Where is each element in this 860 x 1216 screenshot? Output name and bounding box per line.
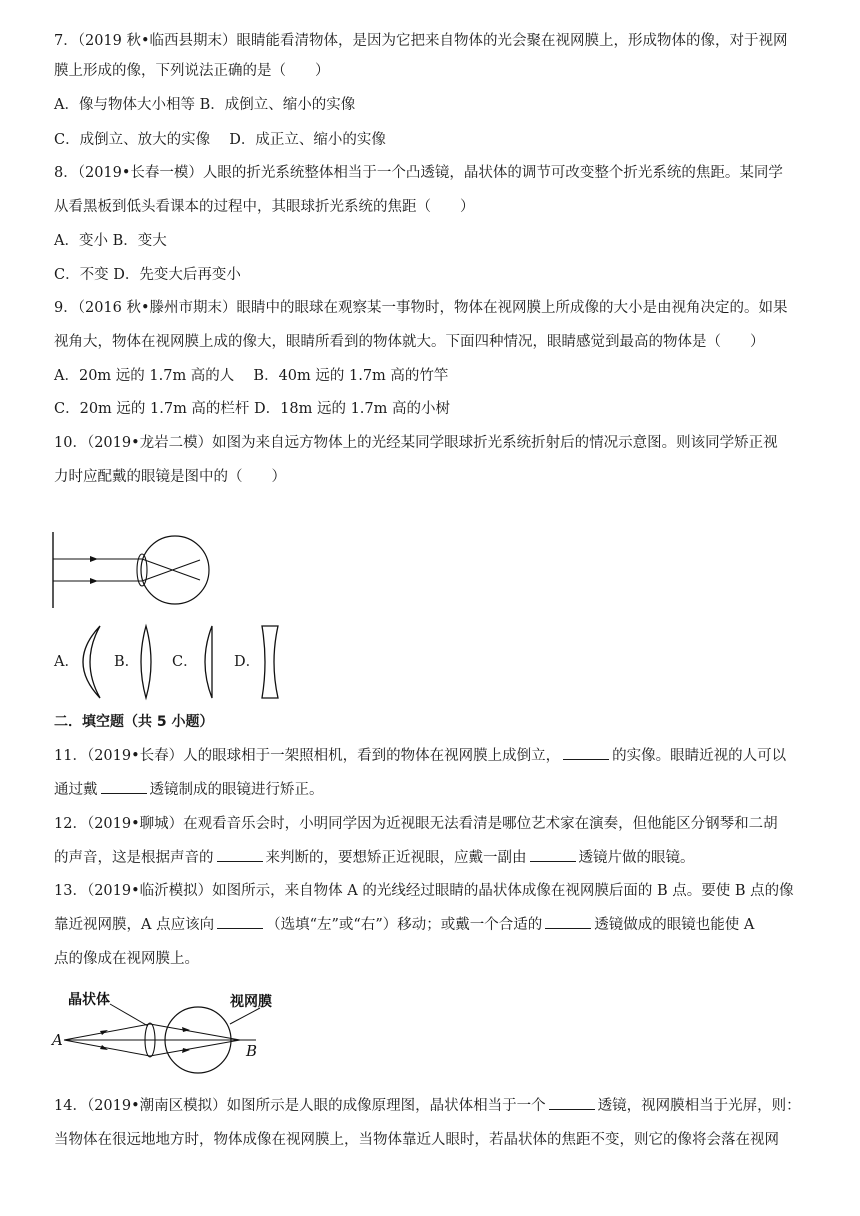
q13-blank-2[interactable]	[545, 914, 591, 929]
q11-line2	[54, 779, 324, 801]
q9-line2: 视角大，物体在视网膜上成的像大，眼睛所看到的物体就大。下面四种情况，眼睛感觉到最高的物体是（ ）	[54, 334, 765, 350]
section-title: 二．填空题（共 5 小题）	[54, 714, 214, 730]
q9-options-cd: C．20m 远的 1.7m 高的栏杆 D．18m 远的 1.7m 高的小树	[54, 401, 451, 417]
q13-line3: 点的像成在视网膜上。	[54, 951, 199, 967]
q14-text-1a: 14．（2019•潮南区模拟）如图所示是人眼的成像原理图，晶状体相当于一个	[54, 1098, 546, 1114]
q14-blank-1[interactable]	[549, 1095, 595, 1110]
refracted-lower	[150, 1040, 240, 1056]
lens-pointer-line	[110, 1004, 148, 1026]
q11-text-2a: 通过戴	[54, 782, 98, 798]
q13-text-2a: 靠近视网膜，A 点应该向	[54, 917, 215, 933]
plano-convex-lens-icon	[200, 624, 220, 700]
q10-line2: 力时应配戴的眼镜是图中的（ ）	[54, 469, 286, 485]
ray-lower	[64, 1040, 150, 1056]
q12-line2	[54, 847, 695, 869]
q12-text-2a: 的声音，这是根据声音的	[54, 850, 214, 866]
q8-options-ab: A．变小 B．变大	[54, 233, 167, 249]
biconvex-lens-icon	[136, 624, 156, 700]
q7-options-ab: A．像与物体大小相等 B．成倒立、缩小的实像	[54, 97, 356, 113]
q10-option-d-label: D．	[234, 654, 261, 670]
q10-option-b-label: B．	[114, 654, 140, 670]
q9-line1: 9．（2016 秋•滕州市期末）眼睛中的眼球在观察某一事物时，物体在视网膜上所成像的大小是由视角决定的。如果	[54, 300, 788, 316]
refracted-upper	[150, 1024, 240, 1040]
retina-label: 视网膜	[230, 994, 272, 1010]
biconcave-lens-icon	[258, 624, 282, 700]
q12-blank-2[interactable]	[530, 847, 576, 862]
q10-eye-diagram	[50, 530, 220, 610]
lens-label: 晶状体	[68, 992, 110, 1008]
q10-option-c-label: C．	[172, 654, 198, 670]
q7-line1: 7．（2019 秋•临西县期末）眼睛能看清物体，是因为它把来自物体的光会聚在视网膜上，形成物体的像，对于视网	[54, 33, 788, 49]
q7-line2: 膜上形成的像，下列说法正确的是（ ）	[54, 63, 330, 79]
concave-convex-lens-icon	[74, 624, 104, 700]
q14-text-1b: 透镜，视网膜相当于光屏，则：	[597, 1098, 801, 1114]
q12-text-2b: 来判断的，要想矫正近视眼，应戴一副由	[265, 850, 527, 866]
q13-text-2b: （选填“左”或“右”）移动；或戴一个合适的	[266, 917, 543, 933]
retina-pointer-line	[230, 1008, 260, 1024]
q13-line2	[54, 914, 754, 936]
q12-blank-1[interactable]	[217, 847, 263, 862]
q8-options-cd: C．不变 D．先变大后再变小	[54, 267, 241, 283]
eyeball-outline	[141, 536, 209, 604]
ray-upper	[64, 1024, 150, 1040]
q13-eye-diagram	[50, 990, 280, 1076]
refracted-ray-bottom	[142, 560, 200, 581]
q14-line1	[54, 1095, 801, 1117]
arrow-top	[90, 556, 98, 562]
q11-line1	[54, 745, 786, 767]
q11-text-2b: 透镜制成的眼镜进行矫正。	[149, 782, 324, 798]
q11-blank-1[interactable]	[563, 745, 609, 760]
q13-text-2c: 透镜做成的眼镜也能使 A	[594, 917, 755, 933]
q10-line1: 10．（2019•龙岩二模）如图为来自远方物体上的光经某同学眼球折光系统折射后的情况示意图。则该同学矫正视	[54, 435, 778, 451]
q11-text-1a: 11．（2019•长春）人的眼球相于一架照相机，看到的物体在视网膜上成倒立，	[54, 748, 561, 764]
q12-text-2c: 透镜片做的眼镜。	[578, 850, 695, 866]
q13-blank-1[interactable]	[217, 914, 263, 929]
q7-options-cd: C．成倒立、放大的实像 D．成正立、缩小的实像	[54, 132, 386, 148]
refracted-ray-top	[142, 559, 200, 580]
point-a-label: A	[52, 1031, 63, 1049]
q10-option-a-label: A．	[54, 654, 79, 670]
q9-options-ab: A．20m 远的 1.7m 高的人 B．40m 远的 1.7m 高的竹竿	[54, 368, 449, 384]
q11-text-1b: 的实像。眼睛近视的人可以	[612, 748, 787, 764]
q11-blank-2[interactable]	[101, 779, 147, 794]
q13-line1: 13．（2019•临沂模拟）如图所示，来自物体 A 的光线经过眼睛的晶状体成像在视网膜后面的 B 点。要使 B 点的像	[54, 883, 794, 899]
q8-line2: 从看黑板到低头看课本的过程中，其眼球折光系统的焦距（ ）	[54, 199, 475, 215]
q12-line1: 12．（2019•聊城）在观看音乐会时，小明同学因为近视眼无法看清是哪位艺术家在演奏，但他能区分钢琴和二胡	[54, 816, 778, 832]
arrow-bottom	[90, 578, 98, 584]
q8-line1: 8．（2019•长春一模）人眼的折光系统整体相当于一个凸透镜，晶状体的调节可改变整个折光系统的焦距。某同学	[54, 165, 783, 181]
q14-line2: 当物体在很远地地方时，物体成像在视网膜上，当物体靠近人眼时，若晶状体的焦距不变，则它的像将会落在视网	[54, 1132, 779, 1148]
point-b-label: B	[246, 1042, 258, 1060]
